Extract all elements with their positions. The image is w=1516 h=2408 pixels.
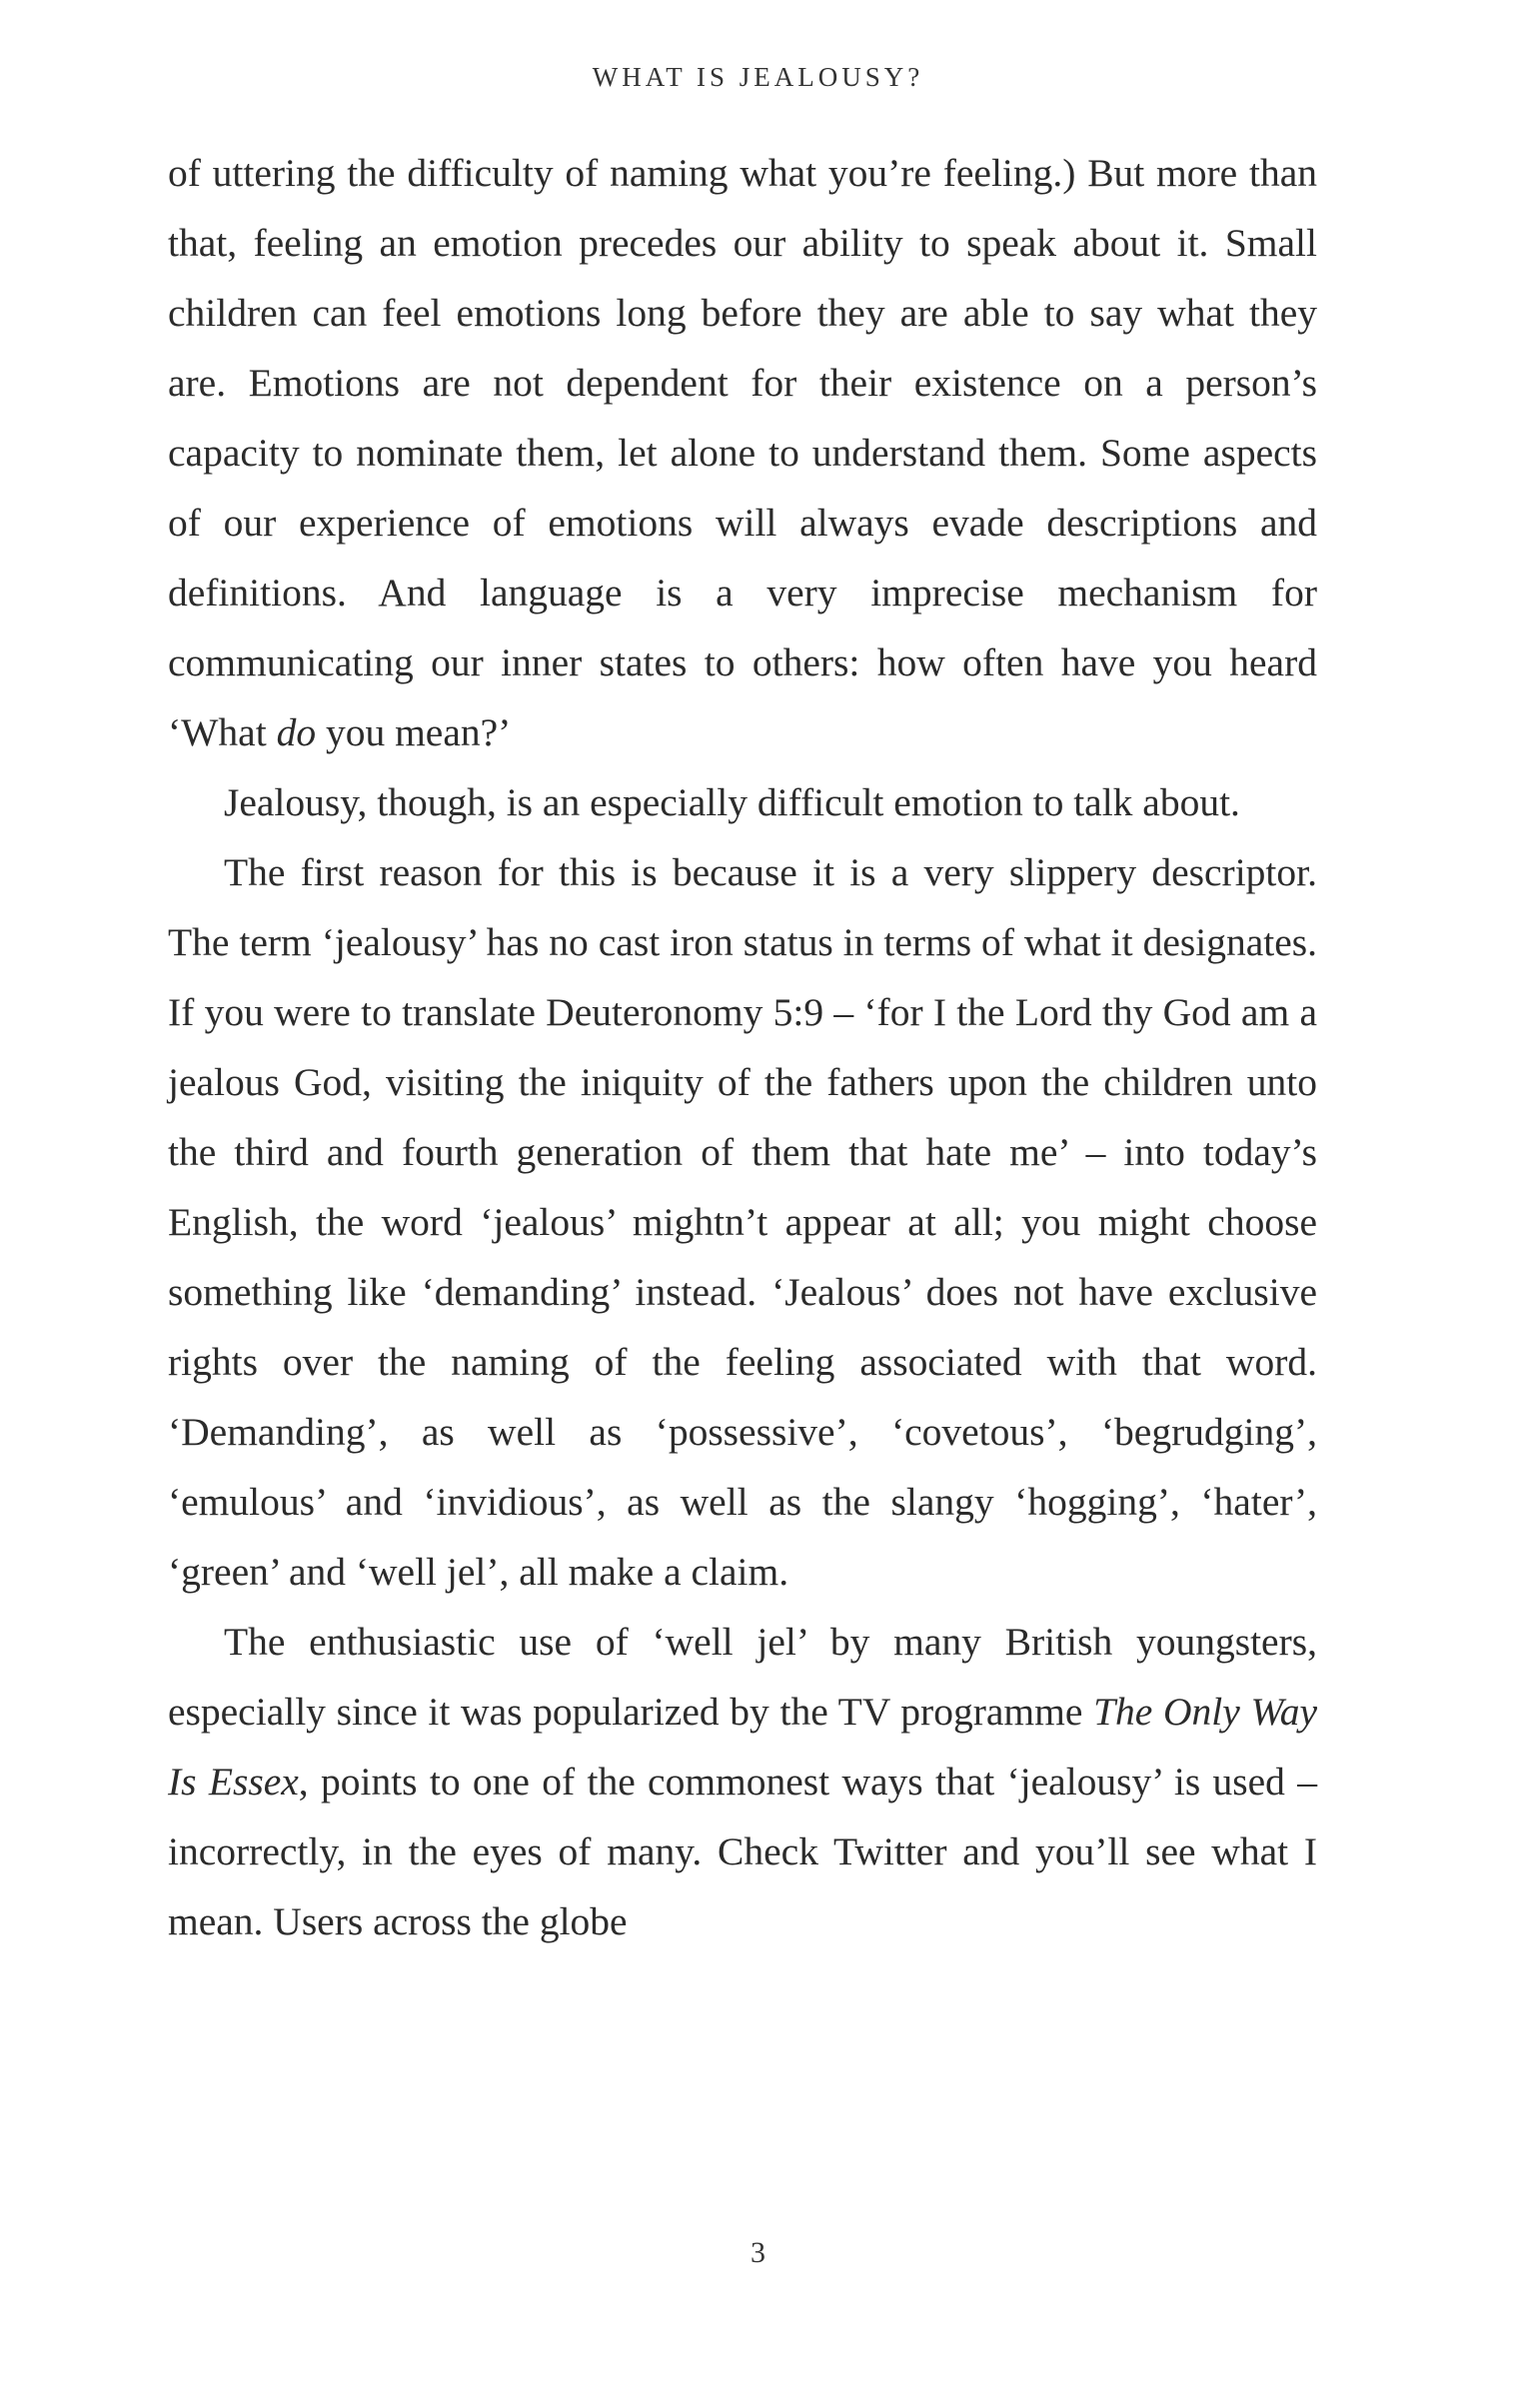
- paragraph-text: The enthusiastic use of ‘well jel’ by many British youngsters, especially since it was popularized by the TV programme: [168, 1620, 1317, 1734]
- paragraph-text: The first reason for this is because it is a very slippery descriptor. The term ‘jealousy’ has no cast iron status in terms of what it designates. If you were to translate Deuteronomy 5:9 – ‘for I the Lord thy God am a jealous God, visiting the iniquity of the fathers upon the children unto the third and fourth generation of them that hate me’ – into today’s English, the word ‘jealous’ mightn’t appear at all; you might choose something like ‘demanding’ instead. ‘Jealous’ does not have exclusive rights over the naming of the feeling associated with that word. ‘Demanding’, as well as ‘possessive’, ‘covetous’, ‘begrudging’, ‘emulous’ and ‘invidious’, as well as the slangy ‘hogging’, ‘hater’, ‘green’ and ‘well jel’, all make a claim.: [168, 850, 1317, 1594]
- running-head: WHAT IS JEALOUSY?: [592, 62, 924, 92]
- page-number: 3: [751, 2236, 765, 2269]
- paragraph-text: you mean?’: [316, 710, 512, 754]
- italic-text: do: [276, 710, 317, 754]
- paragraph-text: Jealousy, though, is an especially difficult emotion to talk about.: [224, 780, 1240, 824]
- paragraph: [168, 1607, 1317, 1956]
- paragraph: [168, 837, 1317, 1607]
- paragraph-text: of uttering the difficulty of naming what you’re feeling.) But more than that, feeling an emotion precedes our ability to speak about it. Small children can feel emotions long before they are able to say what they are. Emotions are not dependent for their existence on a person’s capacity to nominate them, let alone to understand them. Some aspects of our experience of emotions will always evade descriptions and definitions. And language is a very imprecise mechanism for communicating our inner states to others: how often have you heard ‘What: [168, 151, 1317, 754]
- paragraph: [168, 138, 1317, 767]
- italic-text: The Only Way Is Essex: [168, 1690, 1318, 1804]
- paragraph: [168, 767, 1317, 837]
- paragraph-text: , points to one of the commonest ways that ‘jealousy’ is used – incorrectly, in the eyes of many. Check Twitter and you’ll see what I mean. Users across the globe: [168, 1760, 1317, 1943]
- body-text: [168, 138, 1317, 1956]
